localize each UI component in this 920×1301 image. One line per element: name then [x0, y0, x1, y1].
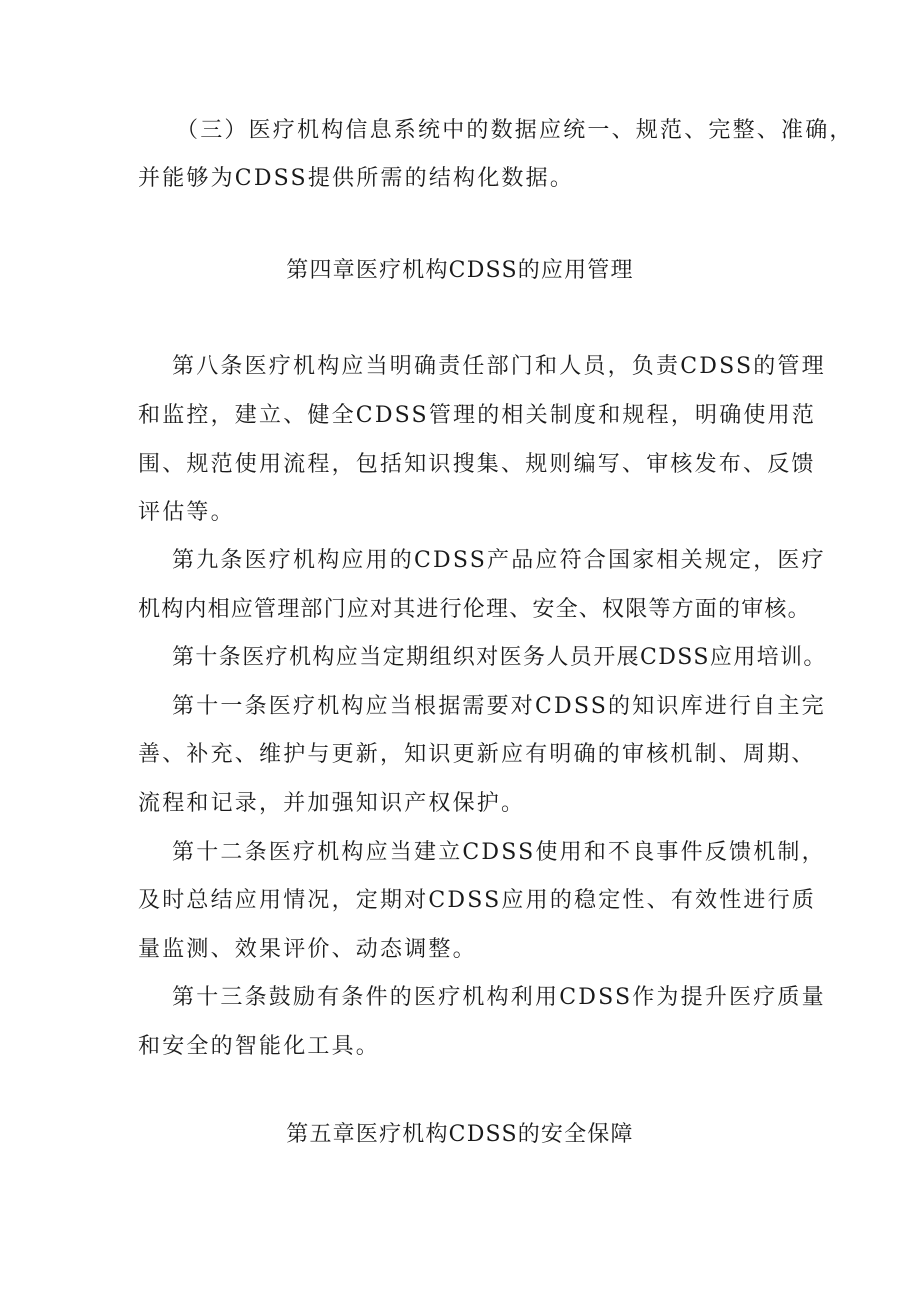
- paragraph-line: 第十一条医疗机构应当根据需要对CDSS的知识库进行自主完: [172, 694, 826, 719]
- paragraph-line: 机构内相应管理部门应对其进行伦理、安全、权限等方面的审核。: [138, 597, 811, 622]
- paragraph-line: 围、规范使用流程，包括知识搜集、规则编写、审核发布、反馈: [138, 452, 816, 477]
- paragraph-line: 善、补充、维护与更新，知识更新应有明确的审核机制、周期、: [138, 742, 816, 767]
- paragraph-line: 量监测、效果评价、动态调整。: [138, 937, 477, 962]
- paragraph-line: 和安全的智能化工具。: [138, 1034, 381, 1059]
- paragraph-line: （三）医疗机构信息系统中的数据应统一、规范、完整、准确，: [176, 118, 854, 143]
- paragraph-line: 第十三条鼓励有条件的医疗机构利用CDSS作为提升医疗质量: [172, 985, 826, 1010]
- paragraph-line: 和监控，建立、健全CDSS管理的相关制度和规程，明确使用范: [138, 403, 817, 428]
- paragraph-line: 第十二条医疗机构应当建立CDSS使用和不良事件反馈机制，: [172, 840, 826, 865]
- paragraph-line: 并能够为CDSS提供所需的结构化数据。: [138, 166, 575, 191]
- chapter-5-heading: 第五章医疗机构CDSS的安全保障: [286, 1122, 634, 1147]
- paragraph-line: 及时总结应用情况，定期对CDSS应用的稳定性、有效性进行质: [138, 888, 817, 913]
- paragraph-line: 流程和记录，并加强知识产权保护。: [138, 791, 526, 816]
- paragraph-line: 第十条医疗机构应当定期组织对医务人员开展CDSS应用培训。: [172, 645, 827, 670]
- paragraph-line: 评估等。: [138, 500, 235, 525]
- chapter-4-heading: 第四章医疗机构CDSS的应用管理: [286, 258, 634, 283]
- paragraph-line: 第九条医疗机构应用的CDSS产品应符合国家相关规定，医疗: [172, 548, 826, 573]
- paragraph-line: 第八条医疗机构应当明确责任部门和人员，负责CDSS的管理: [172, 354, 826, 379]
